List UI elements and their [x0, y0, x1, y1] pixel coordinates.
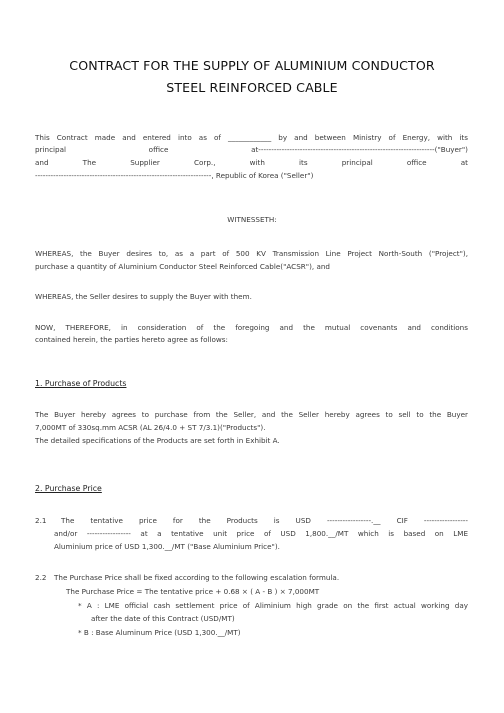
- bullet-a-line2: after the date of this Contract (USD/MT): [91, 614, 235, 623]
- clause-2-2-number: 2.2: [35, 573, 47, 582]
- now-therefore-line1: NOW, THEREFORE, in consideration of the foregoing and the mutual covenants and conditions: [35, 323, 468, 332]
- escalation-formula: The Purchase Price = The tentative price + 0.68 × ( A - B ) × 7,000MT: [66, 587, 320, 596]
- section1-line3: The detailed specifications of the Products are set forth in Exhibit A.: [35, 436, 280, 445]
- document-title-line1: CONTRACT FOR THE SUPPLY OF ALUMINIUM CONDUCTOR: [69, 58, 435, 73]
- section1-line1: The Buyer hereby agrees to purchase from the Seller, and the Seller hereby agrees to sell to the Buyer: [35, 410, 468, 419]
- section1-heading: 1. Purchase of Products: [35, 379, 127, 388]
- witnesseth-heading: WITNESSETH:: [227, 215, 277, 224]
- intro-line2: principal office at--------------------------------------------------------------------("Buyer"): [35, 145, 468, 154]
- intro-line3: and The Supplier Corp., with its principal office at: [35, 158, 468, 167]
- whereas1-line1: WHEREAS, the Buyer desires to, as a part of 500 KV Transmission Line Project North-South ("Project"),: [35, 249, 468, 258]
- clause-2-1-number: 2.1: [35, 516, 47, 525]
- clause-2-1-line2: and/or ----------------- at a tentative unit price of USD 1,800.__/MT which is based on LME: [54, 529, 468, 538]
- intro-line4: --------------------------------------------------------------------, Republic of Korea ("Seller"): [35, 171, 314, 180]
- bullet-a-line1: * A : LME official cash settlement price of Aliminium high grade on the first actual working day: [78, 601, 468, 610]
- clause-2-1-line1: The tentative price for the Products is USD -----------------.__ CIF -----------------: [61, 516, 468, 525]
- now-therefore-line2: contained herein, the parties hereto agree as follows:: [35, 335, 228, 344]
- bullet-b-line: * B : Base Aluminum Price (USD 1,300.__/MT): [78, 628, 241, 637]
- section2-heading: 2. Purchase Price: [35, 484, 102, 493]
- whereas2-line: WHEREAS, the Seller desires to supply the Buyer with them.: [35, 292, 252, 301]
- clause-2-2-line1: The Purchase Price shall be fixed according to the following escalation formula.: [54, 573, 340, 582]
- section1-line2: 7,000MT of 330sq.mm ACSR (AL 26/4.0 + ST 7/3.1)("Products").: [35, 423, 266, 432]
- document-title-line2: STEEL REINFORCED CABLE: [166, 80, 338, 95]
- intro-line1: This Contract made and entered into as of ____________ by and between Ministry of Energy, with its: [35, 133, 468, 142]
- whereas1-line2: purchase a quantity of Aluminium Conductor Steel Reinforced Cable("ACSR"), and: [35, 262, 330, 271]
- clause-2-1-line3: Aluminium price of USD 1,300.__/MT ("Base Aluminium Price").: [54, 542, 280, 551]
